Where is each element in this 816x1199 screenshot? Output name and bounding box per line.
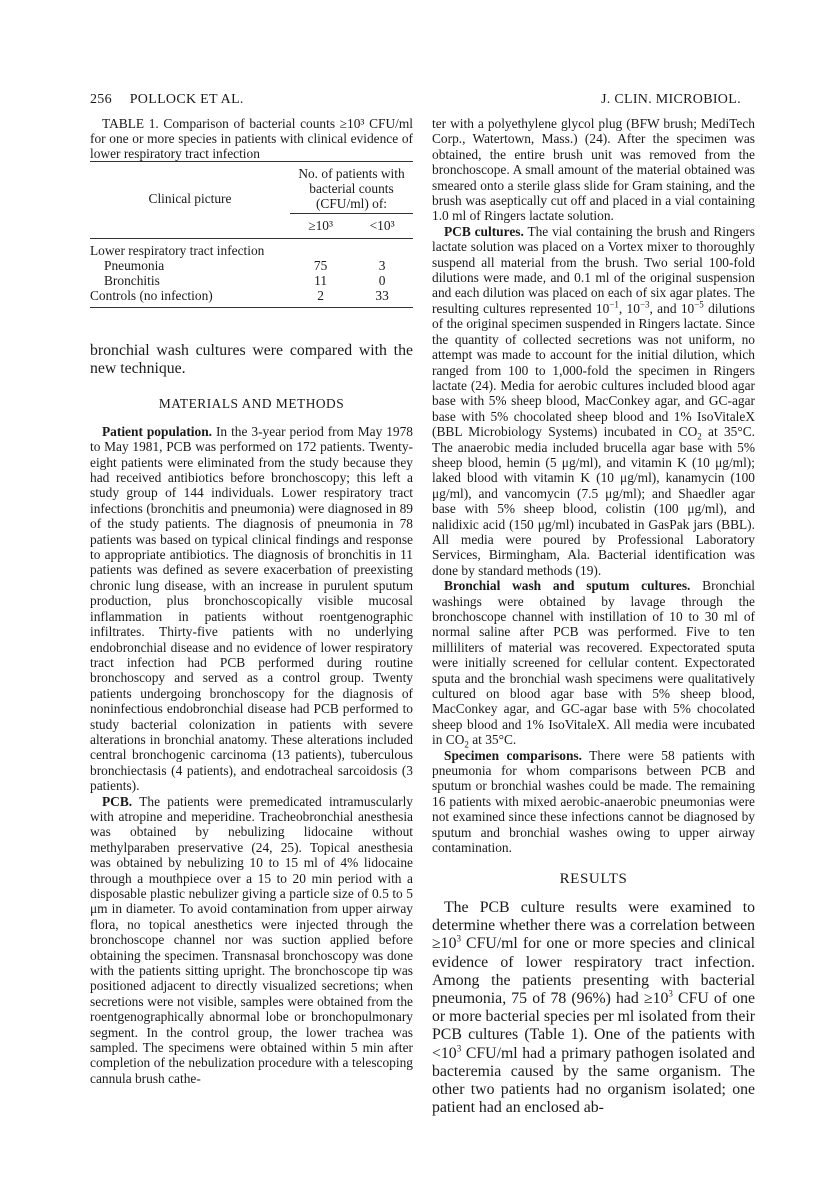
paragraph-bronchial-wash [432, 578, 755, 750]
row-ge: 2 [290, 288, 351, 308]
subscript: 2 [464, 739, 469, 750]
row-lt [351, 239, 413, 259]
intro-tail: bronchial wash cultures were compared with the new technique. [90, 342, 413, 378]
paragraph-text: The PCB culture results were examined to determine whether there was a correlation between ≥10 [432, 898, 755, 953]
row-lt: 33 [351, 288, 413, 308]
runin-heading: Specimen comparisons. [444, 747, 582, 763]
paragraph-text: CFU/ml for one or more species and clinical evidence of lower respiratory tract infection. Among the patients presenting with bacterial pneumonia, 75 of 78 (96%) had ≥10 [432, 935, 755, 1007]
col-header-lt: <10³ [351, 214, 413, 236]
row-lt: 3 [378, 258, 386, 273]
paragraph-text: CFU of one or more bacterial species per ml isolated from their PCB cultures (Table 1). One of the patients with <10 [432, 989, 756, 1062]
row-ge: 11 [314, 273, 328, 288]
row-label: Lower respiratory tract infection [90, 243, 265, 258]
runin-heading: PCB cultures. [444, 223, 524, 239]
table-caption: TABLE 1. Comparison of bacterial counts ≥10³ CFU/ml for one or more species in patients with clinical evidence of lower respiratory tract infection [90, 116, 413, 161]
runin-heading: PCB. [102, 793, 133, 809]
row-label: Controls (no infection) [90, 288, 290, 308]
paragraph-text: at 35°C. The anaerobic media included brucella agar base with 5% sheep blood, hemin (5 μg/ml), and vitamin K (10 μg/ml); laked blood with vitamin K (10 μg/ml), kanamycin (100 μg/ml), and vancomycin (7.5 μg/ml); and Shaedler agar base with 5% sheep blood, colistin (100 μg/ml), and nalidixic acid (150 μg/ml) incubated in GasPak jars (BBL). All media were poured by Professional Laboratory Services, Birmingham, Ala. Bacterial identification was done by standard methods (19). [432, 424, 755, 578]
row-label: Bronchitis [104, 273, 160, 288]
exponent: 3 [456, 1043, 462, 1054]
table-row [90, 273, 413, 288]
paragraph-pcb [90, 794, 413, 1087]
paragraph-text: CFU/ml had a primary pathogen isolated and bacteremia caused by the same organism. The other two patients had no organism isolated; one patient had an enclosed ab- [432, 1044, 755, 1117]
table-1 [90, 161, 413, 308]
paragraph-text: , and 10 [649, 300, 695, 316]
table-row [90, 288, 413, 308]
exponent: −3 [639, 299, 650, 310]
exponent: 3 [668, 988, 673, 999]
exponent: 3 [456, 934, 461, 945]
paragraph-text: The vial containing the brush and Ringers lactate solution was placed on a Vortex mixer to thoroughly suspend all material from the brush. Two serial 100-fold dilutions were made, and 0.1 ml of the original suspension and each dilution was placed on each of six agar plates. The resulting cultures represented 10 [432, 223, 755, 316]
paragraph-text: Bronchial washings were obtained by lavage through the bronchoscope channel with instillation of 10 to 30 ml of normal saline after PCB was performed. Five to ten milliliters of material was recovered. Expectorated sputa were initially screened for cellular content. Expectorated sputa and the bronchial wash specimens were qualitatively cultured on blood agar base with 5% sheep blood, MacConkey agar, and GC-agar base with 5% chocolated sheep blood and 1% IsoVitaleX. All media were incubated in CO [432, 578, 755, 748]
heading-methods: MATERIALS AND METHODS [158, 396, 345, 412]
left-column [90, 116, 413, 1086]
heading-results: RESULTS [559, 870, 628, 887]
paragraph-continued: ter with a polyethylene glycol plug (BFW brush; MediTech Corp., Watertown, Mass.) (24). After the specimen was obtained, the entire brush unit was removed from the bronchoscope. A small amount of the material obtained was smeared onto a sterile glass slide for Gram staining, and the brush was aseptically cut off and placed in a vial containing 1.0 ml of Ringers lactate solution. [432, 116, 755, 224]
table-row [90, 258, 413, 273]
paragraph-text: In the 3-year period from May 1978 to May 1981, PCB was performed on 172 patients. Twenty-eight patients were eliminated from the study because they had received antibiotics before bronchoscopy; this left a study group of 144 individuals. Lower respiratory tract infections (bronchitis and pneumonia) were diagnosed in 89 of the study patients. The diagnosis of pneumonia in 78 patients was based on typical clinical findings and response to appropriate antibiotics. The diagnosis of bronchitis in 11 patients was defined as severe exacerbation of preexisting chronic lung disease, with an increase in purulent sputum production, plus bronchoscopically visible mucosal inflammation in patients without roentgenographic infiltrates. Thirty-five patients with no underlying endobronchial disease and no evidence of lower respiratory tract infection had PCB performed during routine bronchoscopy and served as a control group. Twenty patients undergoing bronchoscopy for the diagnosis of noninfectious endobronchial disease had PCB performed to study bacterial colonization in patients with severe alterations in bronchial anatomy. These alterations included central bronchogenic carcinoma (13 patients), tuberculous bronchiectasis (4 patients), and endotracheal sarcoidosis (3 patients). [90, 423, 414, 794]
paragraph-results [432, 899, 755, 1117]
row-label: Pneumonia [104, 258, 165, 273]
paragraph-pcb-cultures [432, 224, 755, 578]
page-number: 256 [90, 92, 112, 107]
exponent: −1 [609, 299, 619, 310]
table-row [90, 239, 413, 259]
subscript: 2 [697, 431, 702, 442]
paragraph-text: dilutions of the original specimen suspended in Ringers lactate. Since the quantity of collected secretions was not uniform, no attempt was made to account for the initial dilution, which ranged from 100 to 1,000-fold the specimen in Ringers lactate (24). Media for aerobic cultures included blood agar base with 5% sheep blood, MacConkey agar, and GC-agar base with 5% chocolated sheep blood and 1% IsoVitaleX (BBL Microbiology Systems) incubated in CO [432, 300, 755, 440]
col-header-clinical: Clinical picture [148, 191, 232, 206]
author-line: POLLOCK ET AL. [129, 92, 244, 107]
running-header-left [90, 92, 244, 108]
paragraph-text: at 35°C. [468, 732, 517, 748]
runin-heading: Patient population. [102, 423, 212, 439]
paragraph-specimen-comparisons [432, 748, 755, 856]
paragraph-patient-population [90, 424, 413, 794]
journal-name: J. CLIN. MICROBIOL. [601, 92, 741, 107]
row-lt: 0 [378, 273, 386, 288]
row-ge: 75 [313, 258, 328, 273]
right-column [432, 116, 755, 1117]
exponent: −5 [694, 299, 704, 310]
paragraph-text: , 10 [618, 300, 640, 316]
col-header-ge: ≥10³ [290, 214, 351, 236]
runin-heading: Bronchial wash and sputum cultures. [444, 578, 691, 594]
col-header-group: No. of patients with bacterial counts (CFU/ml) of: [298, 166, 405, 211]
paragraph-text: There were 58 patients with pneumonia for whom comparisons between PCB and sputum or bronchial washes could be made. The remaining 16 patients with mixed aerobic-anaerobic pneumonias were not examined since these infections cannot be diagnosed by sputum and bronchial washes owing to upper airway contamination. [432, 747, 755, 856]
row-ge [290, 239, 351, 259]
paragraph-text: The patients were premedicated intramuscularly with atropine and meperidine. Tracheobronchial anesthesia was obtained by nebulizing lidocaine without methylparaben preservative (24, 25). Topical anesthesia was obtained by nebulizing 10 to 15 ml of 4% lidocaine through a mouthpiece over a 15 to 20 min period with a disposable plastic nebulizer giving a particle size of 0.5 to 5 μm in diameter. To avoid contamination from upper airway flora, no topical anesthetics were injected through the bronchoscope channel nor was suction applied before obtaining the specimen. Transnasal bronchoscopy was done with the patients sitting upright. The bronchoscope tip was positioned adjacent to directly visualized secretions; when secretions were not visible, samples were obtained from the roentgenographically abnormal lobe or bronchopulmonary segment. In the control group, the lower trachea was sampled. The specimens were obtained within 5 min after completion of the nebulization procedure with a telescoping cannula brush cathe- [90, 793, 413, 1086]
